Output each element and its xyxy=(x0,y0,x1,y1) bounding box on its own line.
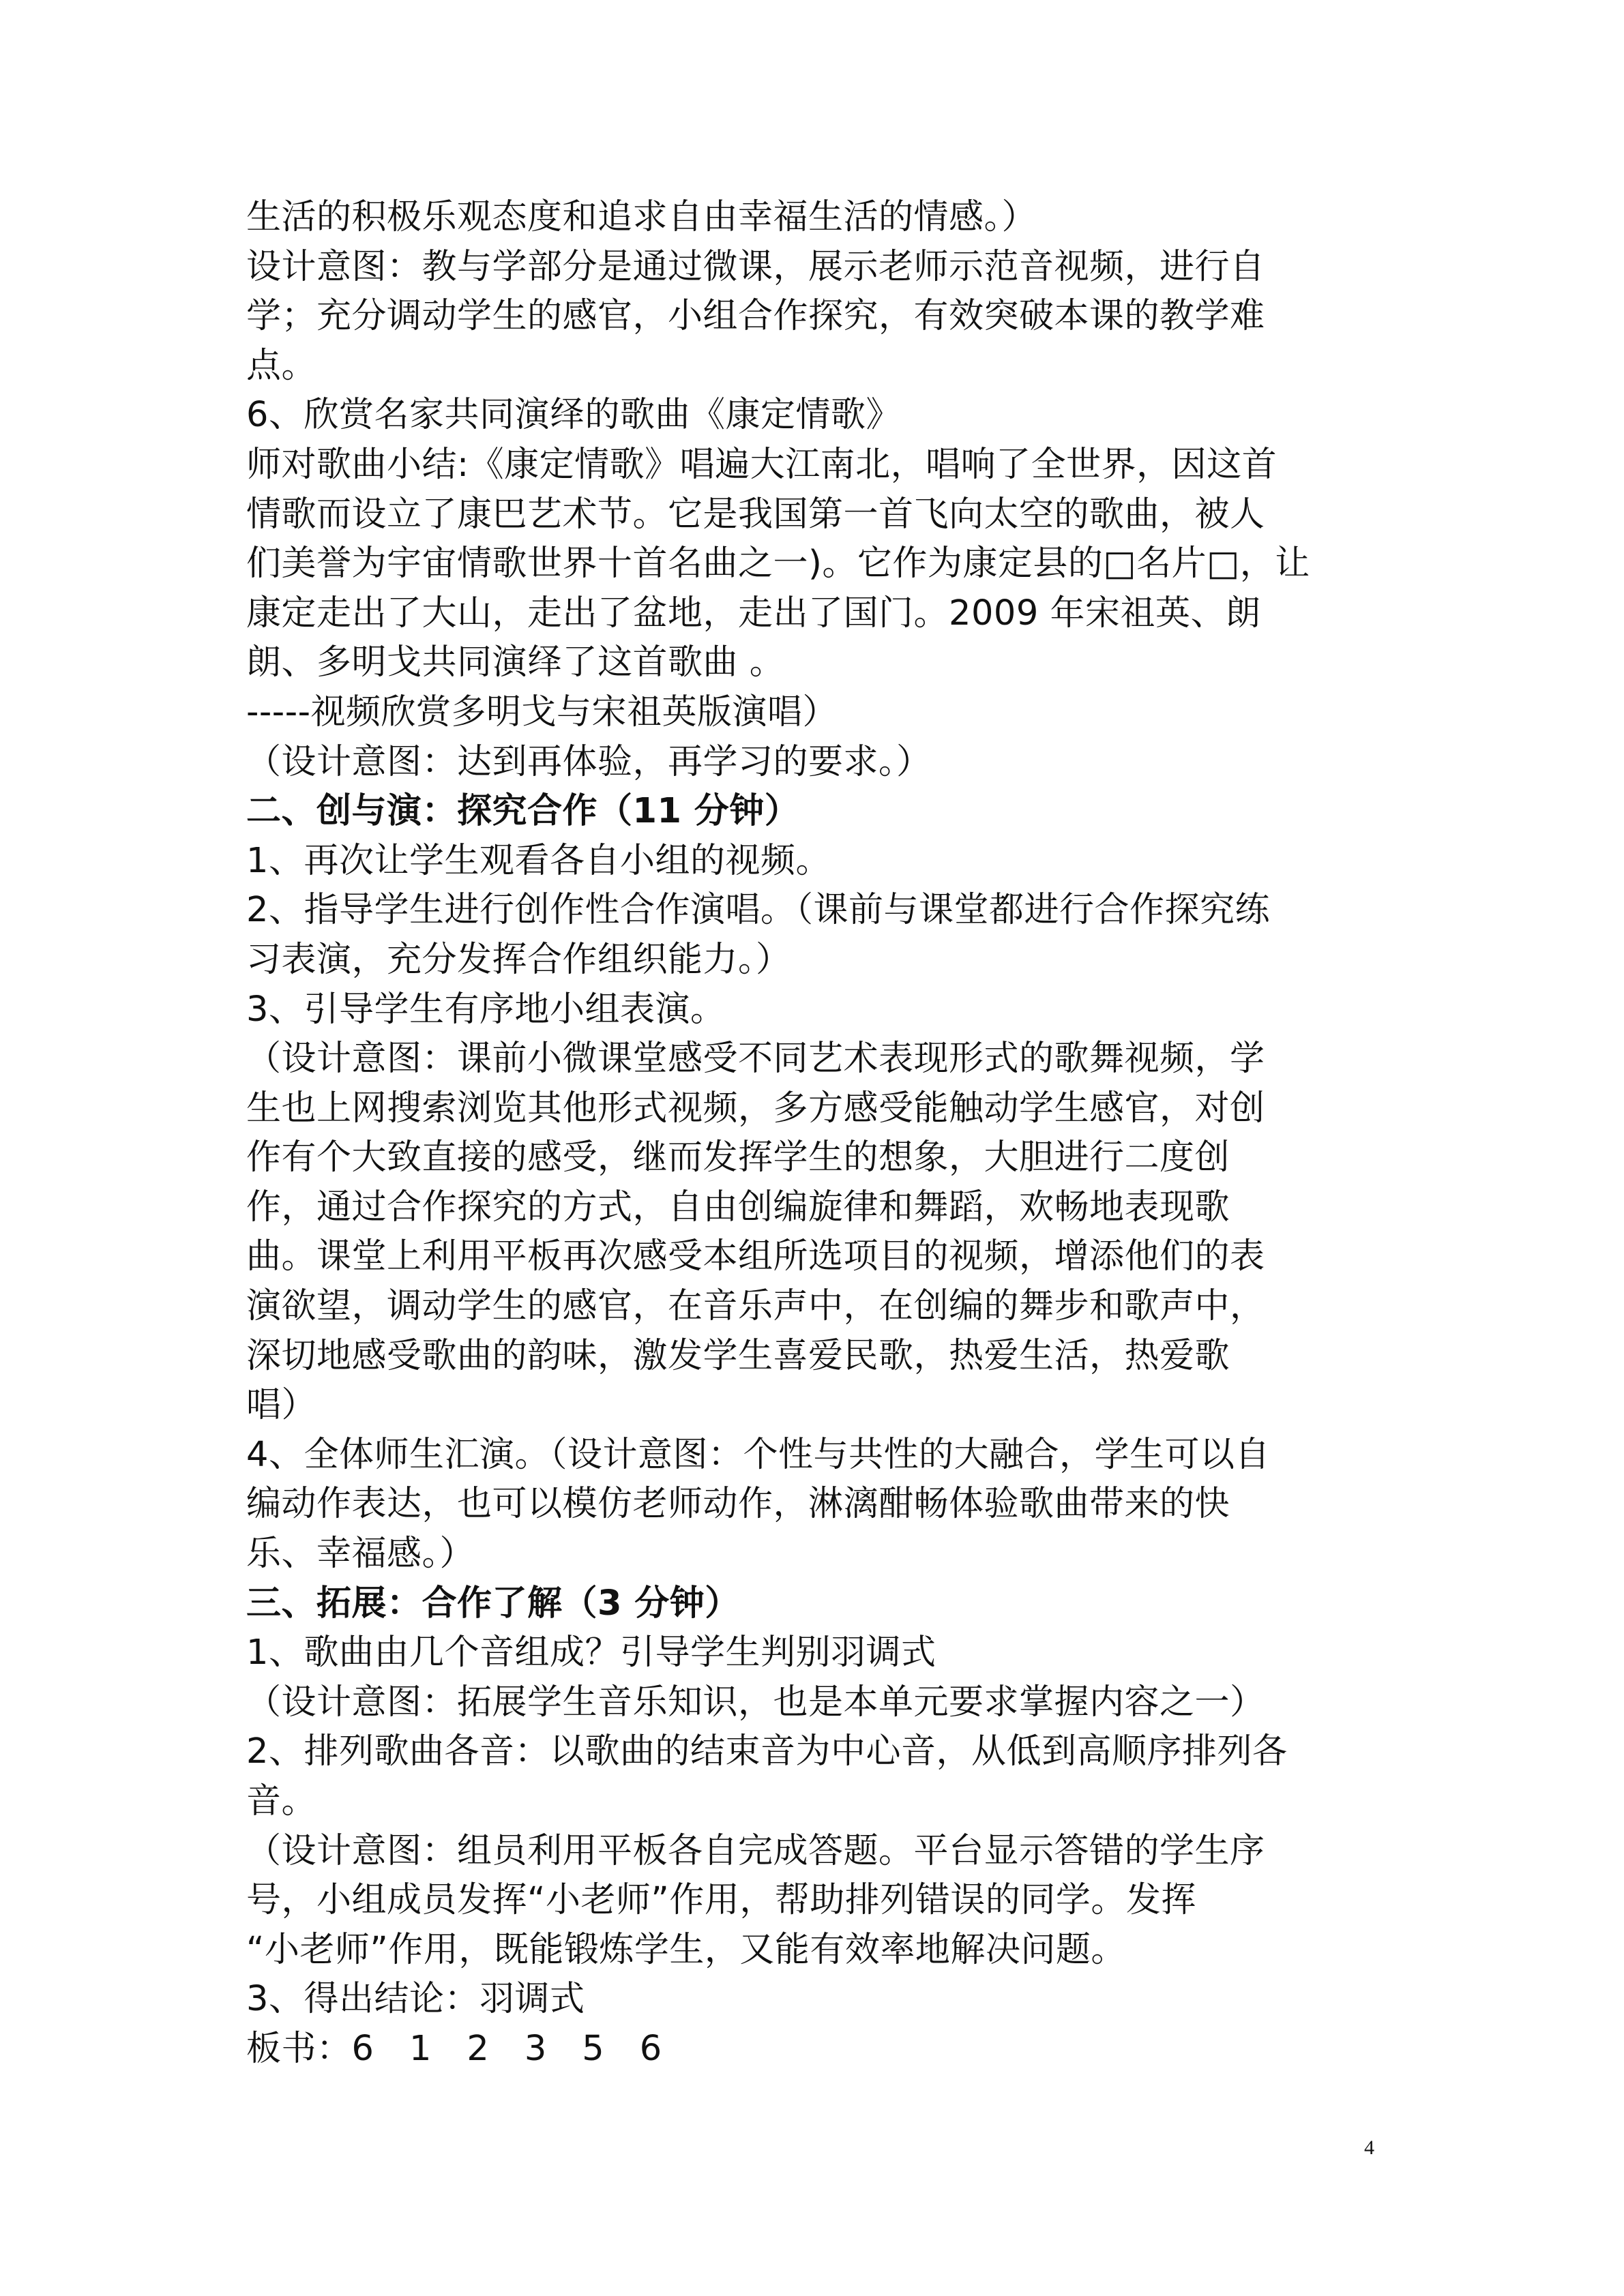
text-line: （设计意图：课前小微课堂感受不同艺术表现形式的歌舞视频，学 xyxy=(246,1039,1265,1079)
text-line: 点。 xyxy=(246,345,317,386)
text-line: 1、再次让学生观看各自小组的视频。 xyxy=(246,840,831,881)
page-number: 4 xyxy=(1364,2136,1374,2159)
text-line: 学；充分调动学生的感官，小组合作探究，有效突破本课的教学难 xyxy=(246,296,1265,337)
text-line: 曲。课堂上利用平板再次感受本组所选项目的视频，增添他们的表 xyxy=(246,1236,1265,1277)
text-line: （设计意图：拓展学生音乐知识，也是本单元要求掌握内容之一） xyxy=(246,1682,1265,1723)
text-line: 们美誉为宇宙情歌世界十首名曲之一)。它作为康定县的□名片□，让 xyxy=(246,543,1310,584)
text-line: 唱） xyxy=(246,1385,317,1426)
text-line: 演欲望，调动学生的感官，在音乐声中，在创编的舞步和歌声中， xyxy=(246,1286,1265,1327)
text-line: “小老师”作用，既能锻炼学生，又能有效率地解决问题。 xyxy=(246,1929,1126,1970)
text-line: 3、得出结论：羽调式 xyxy=(246,1979,585,2020)
text-line: 生活的积极乐观态度和追求自由幸福生活的情感。） xyxy=(246,197,1037,237)
text-line: 情歌而设立了康巴艺术节。它是我国第一首飞向太空的歌曲，被人 xyxy=(246,494,1265,535)
document-body xyxy=(246,193,1392,2074)
text-line: 康定走出了大山，走出了盆地，走出了国门。2009 年宋祖英、朗 xyxy=(246,593,1261,633)
text-line: 4、全体师生汇演。（设计意图：个性与共性的大融合，学生可以自 xyxy=(246,1434,1270,1475)
text-line: 作有个大致直接的感受，继而发挥学生的想象，大胆进行二度创 xyxy=(246,1137,1230,1178)
text-line: （设计意图：达到再体验，再学习的要求。） xyxy=(246,741,932,782)
text-line: 生也上网搜索浏览其他形式视频，多方感受能触动学生感官，对创 xyxy=(246,1088,1265,1129)
text-line: 3、引导学生有序地小组表演。 xyxy=(246,989,726,1030)
section-heading-create-perform: 二、创与演：探究合作（11 分钟） xyxy=(246,791,800,832)
text-line: 号，小组成员发挥“小老师”作用，帮助排列错误的同学。发挥 xyxy=(246,1880,1196,1921)
text-line: 音。 xyxy=(246,1781,317,1821)
text-line: （设计意图：组员利用平板各自完成答题。平台显示答错的学生序 xyxy=(246,1830,1265,1871)
text-line: 2、指导学生进行创作性合作演唱。（课前与课堂都进行合作探究练 xyxy=(246,890,1270,931)
text-line: 习表演，充分发挥合作组织能力。） xyxy=(246,939,791,980)
text-line: 朗、多明戈共同演绎了这首歌曲 。 xyxy=(246,642,785,683)
text-line: 6、欣赏名家共同演绎的歌曲《康定情歌》 xyxy=(246,395,901,436)
blackboard-notes: 板书：6 1 2 3 5 6 xyxy=(246,2028,662,2069)
text-line: 深切地感受歌曲的韵味，激发学生喜爱民歌，热爱生活，热爱歌 xyxy=(246,1335,1230,1376)
text-line: -----视频欣赏多明戈与宋祖英版演唱） xyxy=(246,691,838,732)
text-line: 设计意图：教与学部分是通过微课，展示老师示范音视频，进行自 xyxy=(246,246,1265,287)
text-line: 1、歌曲由几个音组成？引导学生判别羽调式 xyxy=(246,1632,936,1673)
text-line: 师对歌曲小结:《康定情歌》唱遍大江南北，唱响了全世界，因这首 xyxy=(246,444,1278,485)
section-heading-extension: 三、拓展：合作了解（3 分钟） xyxy=(246,1583,740,1624)
text-line: 作，通过合作探究的方式，自由创编旋律和舞蹈，欢畅地表现歌 xyxy=(246,1187,1230,1227)
text-line: 编动作表达，也可以模仿老师动作，淋漓酣畅体验歌曲带来的快 xyxy=(246,1484,1230,1525)
text-line: 2、排列歌曲各音：以歌曲的结束音为中心音，从低到高顺序排列各 xyxy=(246,1731,1288,1772)
text-line: 乐、幸福感。） xyxy=(246,1534,475,1575)
